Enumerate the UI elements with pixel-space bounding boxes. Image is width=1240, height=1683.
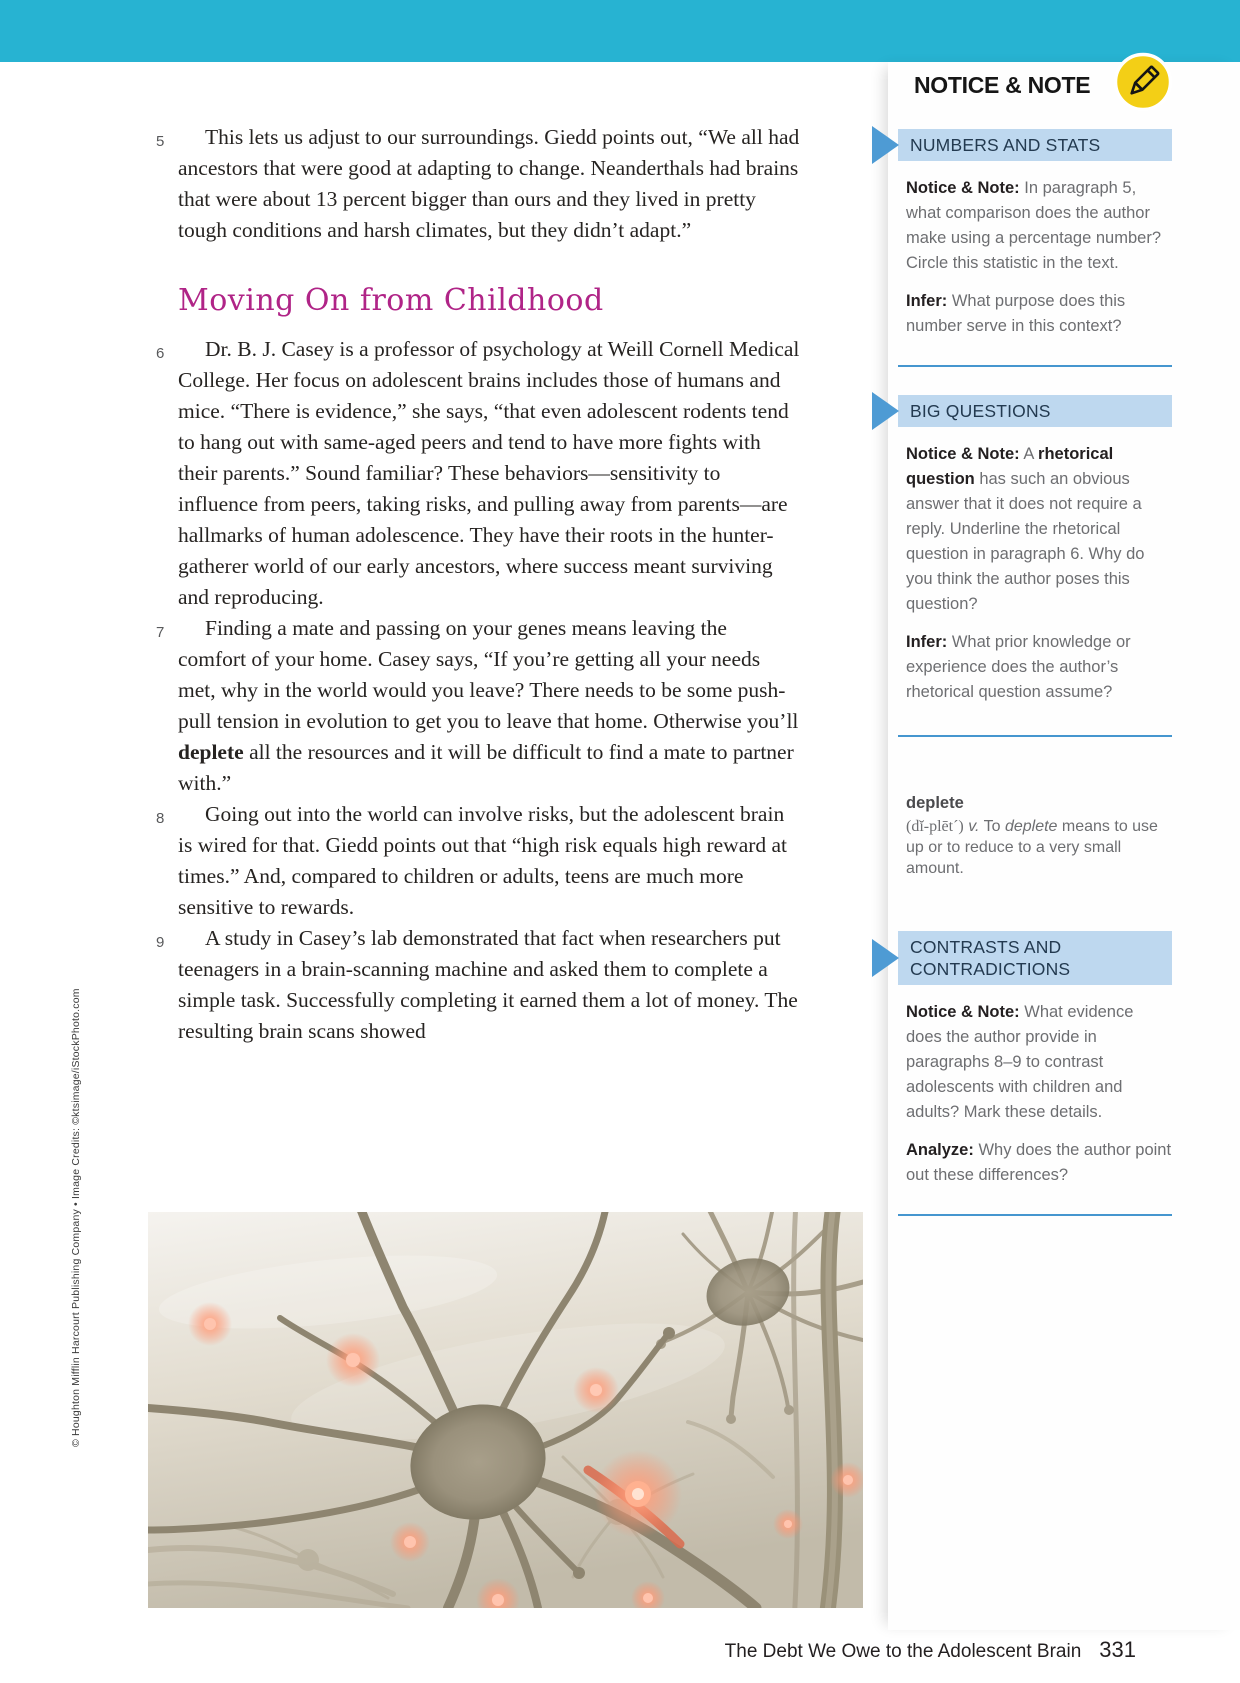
paragraph-7 [150,613,800,799]
vocab-word-bold: deplete [178,740,244,764]
note-label: Infer: [906,633,948,651]
section-arrow-icon [872,392,899,430]
note-label: Notice & Note: [906,179,1020,197]
paragraph-number: 8 [156,810,165,827]
section-header-label: BIG QUESTIONS [910,401,1051,421]
section-rule [898,735,1172,737]
section-heading: Moving On from Childhood [178,283,604,318]
paragraph-6 [150,334,800,613]
note-text: What evidence does the author provide in paragraphs 8–9 to contrast adolescents with children and adults? Mark these details. [906,1003,1134,1121]
note-notice [906,442,1172,617]
section-header-contrasts-and-contradictions [898,931,1172,985]
copyright-vertical-text: © Houghton Mifflin Harcourt Publishing Company • Image Credits: ©ktsimage/iStockPhoto.com [70,988,82,1447]
section-header-numbers-and-stats [898,129,1172,161]
paragraph-text-post: all the resources and it will be difficult to find a mate to partner with.” [178,740,794,795]
vocab-term-italic: deplete [1004,818,1058,835]
neuron-illustration [148,1212,863,1608]
notice-note-title: NOTICE & NOTE [914,72,1091,98]
vocab-part-of-speech: v. [963,818,980,835]
paragraph-text: Dr. B. J. Casey is a professor of psychology at Weill Cornell Medical College. Her focus on adolescent brains includes those of humans and mice. “There is evidence,” she says, “that even adolescent rodents tend to hang out with same-aged peers and tend to have more fights with their parents.” Sound familiar? These behaviors—sensitivity to influence from peers, taking risks, and pulling away from parents—are hallmarks of human adolescence. They have their roots in the hunter-gatherer world of our early ancestors, where success meant surviving and reproducing. [178,337,800,609]
paragraph-text [178,613,800,799]
paragraph-number: 6 [156,345,165,362]
note-text: Why does the author point out these differences? [906,1141,1172,1184]
neuron-image [148,1212,863,1608]
paragraph-number: 9 [156,934,165,951]
note-text-post: has such an obvious answer that it does not require a reply. Underline the rhetorical question in paragraph 6. Why do you think the author poses this question? [906,470,1145,613]
paragraph-8 [150,799,800,923]
note-analyze [906,1138,1172,1188]
top-teal-band [0,0,1240,62]
note-label: Infer: [906,292,948,310]
note-text: What prior knowledge or experience does the author’s rhetorical question assume? [906,633,1131,701]
section-header-label: CONTRASTS AND CONTRADICTIONS [910,937,1071,979]
paragraph-number: 7 [156,624,165,641]
vocab-pronunciation: (dĭ-plēt´) [906,818,964,835]
note-notice [906,1000,1172,1125]
section-rule [898,1214,1172,1216]
page-number: 331 [1099,1637,1136,1662]
vocab-term: deplete [906,794,964,812]
page-footer [725,1637,1136,1663]
paragraph-5 [150,122,800,246]
section-header-big-questions [898,395,1172,427]
paragraph-text: This lets us adjust to our surroundings. Giedd points out, “We all had ancestors that were good at adapting to change. Neanderthals had brains that were about 13 percent bigger than ours and they lived in pretty tough conditions and harsh climates, but they didn’t adapt.” [178,125,800,242]
paragraph-number: 5 [156,133,165,150]
notice-note-sidebar [888,62,1240,1630]
note-text-pre: A [1019,445,1039,463]
note-text: In paragraph 5, what comparison does the author make using a percentage number? Circle this statistic in the text. [906,179,1161,272]
paragraph-text-pre: Finding a mate and passing on your genes means leaving the comfort of your home. Casey says, “If you’re getting all your needs met, why in the world would you leave? There needs to be some push-pull tension in evolution to get you to leave that home. Otherwise you’ll [178,616,799,733]
note-label: Notice & Note: [906,1003,1020,1021]
note-text: What purpose does this number serve in this context? [906,292,1126,335]
footer-title: The Debt We Owe to the Adolescent Brain [724,1641,1082,1662]
section-arrow-icon [872,939,899,977]
vocab-def-pre: To [979,818,1005,835]
vocab-def-post: means to use up or to reduce to a very small amount. [906,818,1158,877]
pencil-icon [1112,51,1174,113]
note-notice [906,176,1172,276]
section-arrow-icon [872,126,899,164]
note-infer [906,289,1172,339]
vocab-definition [906,816,1172,879]
note-label: Analyze: [906,1141,974,1159]
section-header-label: NUMBERS AND STATS [910,135,1101,155]
paragraph-9 [150,923,800,1047]
article-body [150,122,800,1047]
note-bold-term: rhetorical question [906,445,1114,488]
note-label: Notice & Note: [906,445,1020,463]
section-rule [898,365,1172,367]
note-infer [906,630,1172,705]
paragraph-text: Going out into the world can involve risks, but the adolescent brain is wired for that. Giedd points out that “high risk equals high reward at times.” And, compared to children or adults, teens are much more sensitive to rewards. [178,802,788,919]
vocab-entry-deplete [906,793,1172,879]
paragraph-text: A study in Casey’s lab demonstrated that fact when researchers put teenagers in a brain-scanning machine and asked them to complete a simple task. Successfully completing it earned them a lot of money. The resulting brain scans showed [178,926,798,1043]
